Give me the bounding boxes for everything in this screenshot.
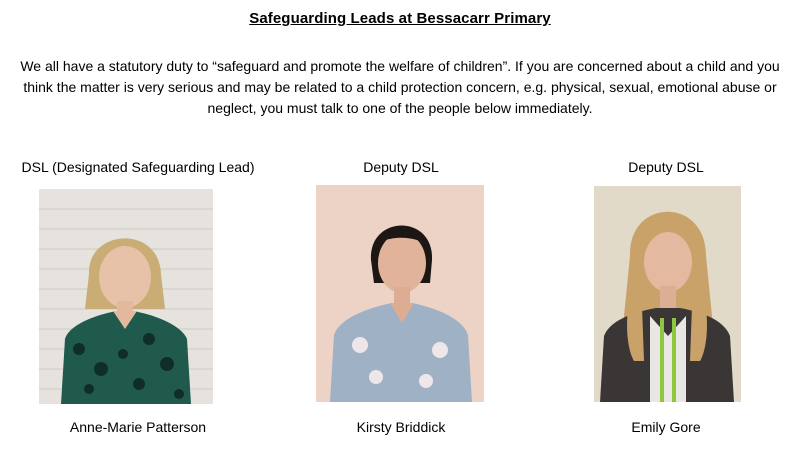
lead-name: Emily Gore <box>631 419 701 435</box>
lead-role: Deputy DSL <box>363 159 439 175</box>
lead-name: Anne-Marie Patterson <box>69 419 207 435</box>
lead-role: Deputy DSL <box>628 159 704 175</box>
intro-paragraph: We all have a statutory duty to “safeguard and promote the welfare of children”. If you are concerned about a child and you think the matter is very serious and may be related to a child protection concern, e.g. physical, sexual, emotional abuse or neglect, you must talk to one of the people below immediately. <box>20 58 780 116</box>
lead-photo <box>594 186 741 402</box>
lead-photo <box>39 189 213 404</box>
lead-role: DSL (Designated Safeguarding Lead) <box>21 159 255 175</box>
page-title: Safeguarding Leads at Bessacarr Primary <box>249 10 551 27</box>
lead-name: Kirsty Briddick <box>356 419 446 435</box>
lead-photo <box>316 185 484 402</box>
